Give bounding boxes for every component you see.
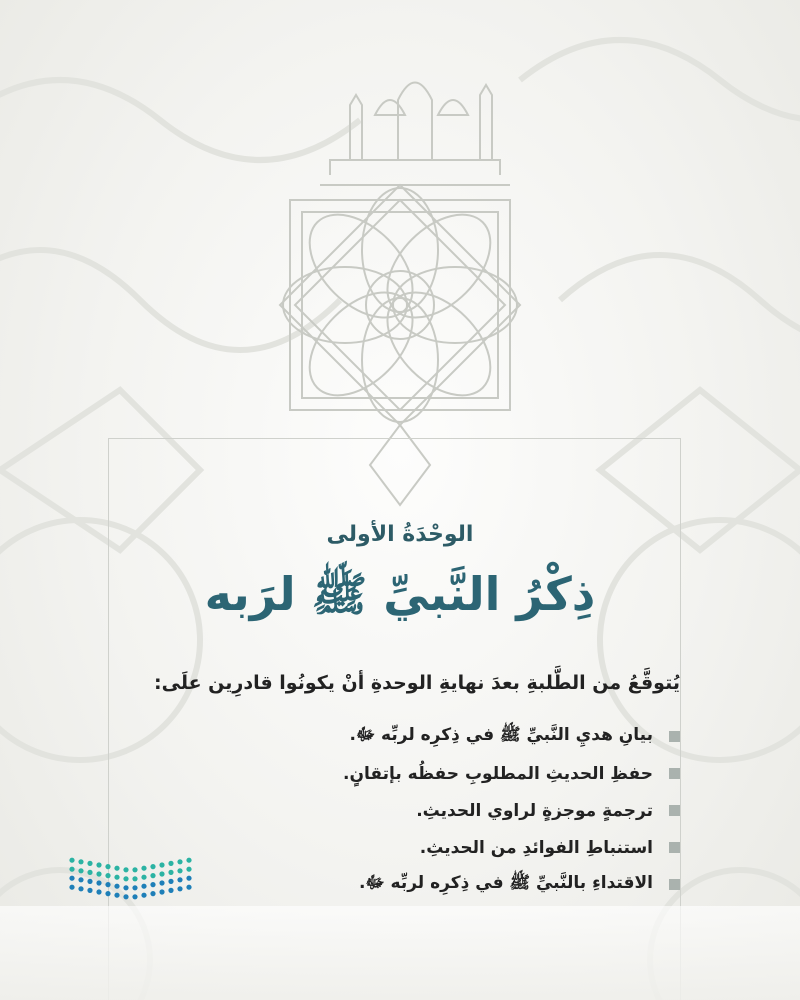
logo-dot [87,888,92,893]
logo-dot [69,867,74,872]
square-bullet-icon [669,731,680,742]
logo-dot [159,880,164,885]
logo-dot [69,885,74,890]
objective-text: استنباطِ الفوائدِ من الحديثِ. [419,837,653,858]
logo-dot [150,891,155,896]
logo-dot [96,862,101,867]
logo-dot [177,859,182,864]
logo-dot [168,879,173,884]
unit-label: الوحْدَةُ الأولى [326,522,474,547]
logo-dot [177,877,182,882]
square-bullet-icon [669,805,680,816]
logo-dot [159,862,164,867]
objective-text: بيانِ هديِ النَّبيِّ ﷺ في ذِكرِه لربِّه ﷻ. [349,725,653,745]
logo-dot [69,858,74,863]
logo-dot [132,867,137,872]
logo-dot [87,879,92,884]
logo-dot [159,889,164,894]
logo-dot [96,880,101,885]
list-item [160,792,680,829]
logo-dot [132,876,137,881]
logo-dot [114,893,119,898]
logo-dot [78,868,83,873]
logo-dot [186,858,191,863]
logo-dot [168,861,173,866]
logo-dot [114,884,119,889]
bottom-band [0,906,800,1000]
logo-dot [105,882,110,887]
logo-dot [123,876,128,881]
logo-dot [168,870,173,875]
logo-dot [186,876,191,881]
logo-dot [141,893,146,898]
square-bullet-icon [669,879,680,890]
logo-dot [132,894,137,899]
list-item [160,755,680,792]
logo-dot [87,861,92,866]
logo-dot [87,870,92,875]
logo-dot [123,867,128,872]
ministry-of-education-logo [66,855,196,901]
unit-title: ذِكْرُ النَّبيِّ ﷺ لرَبه [204,567,596,621]
logo-dot [78,877,83,882]
logo-dot [141,884,146,889]
logo-dot [186,885,191,890]
logo-dot [150,873,155,878]
logo-dot [105,891,110,896]
logo-dot [132,885,137,890]
logo-dot [141,866,146,871]
square-bullet-icon [669,768,680,779]
logo-dot [177,868,182,873]
objective-text: حفظِ الحديثِ المطلوبِ حفظُه بإتقانٍ. [343,763,653,784]
logo-dot [96,871,101,876]
logo-dot [186,867,191,872]
list-item [160,829,680,866]
logo-dot [141,875,146,880]
logo-dot [114,875,119,880]
logo-dot [123,885,128,890]
objectives-intro: يُتوقَّعُ من الطَّلبةِ بعدَ نهايةِ الوحدةِ أنْ يكونُوا قادرِين علَى: [154,672,680,694]
objective-text: ترجمةٍ موجزةٍ لراوي الحديثِ. [416,800,653,821]
logo-dot [105,873,110,878]
logo-dot [168,888,173,893]
logo-dot [150,882,155,887]
logo-dot [105,864,110,869]
objectives-list [160,718,680,903]
list-item [160,718,680,755]
logo-dot [159,871,164,876]
logo-dot [114,866,119,871]
square-bullet-icon [669,842,680,853]
list-item [160,866,680,903]
logo-dot [123,894,128,899]
logo-dot [78,859,83,864]
logo-dot [177,886,182,891]
logo-dot [150,864,155,869]
logo-dot [96,889,101,894]
logo-dot [78,886,83,891]
objective-text: الاقتداءِ بالنَّبيِّ ﷺ في ذِكرِه لربِّه ﷻ. [358,873,653,893]
logo-dot [69,876,74,881]
